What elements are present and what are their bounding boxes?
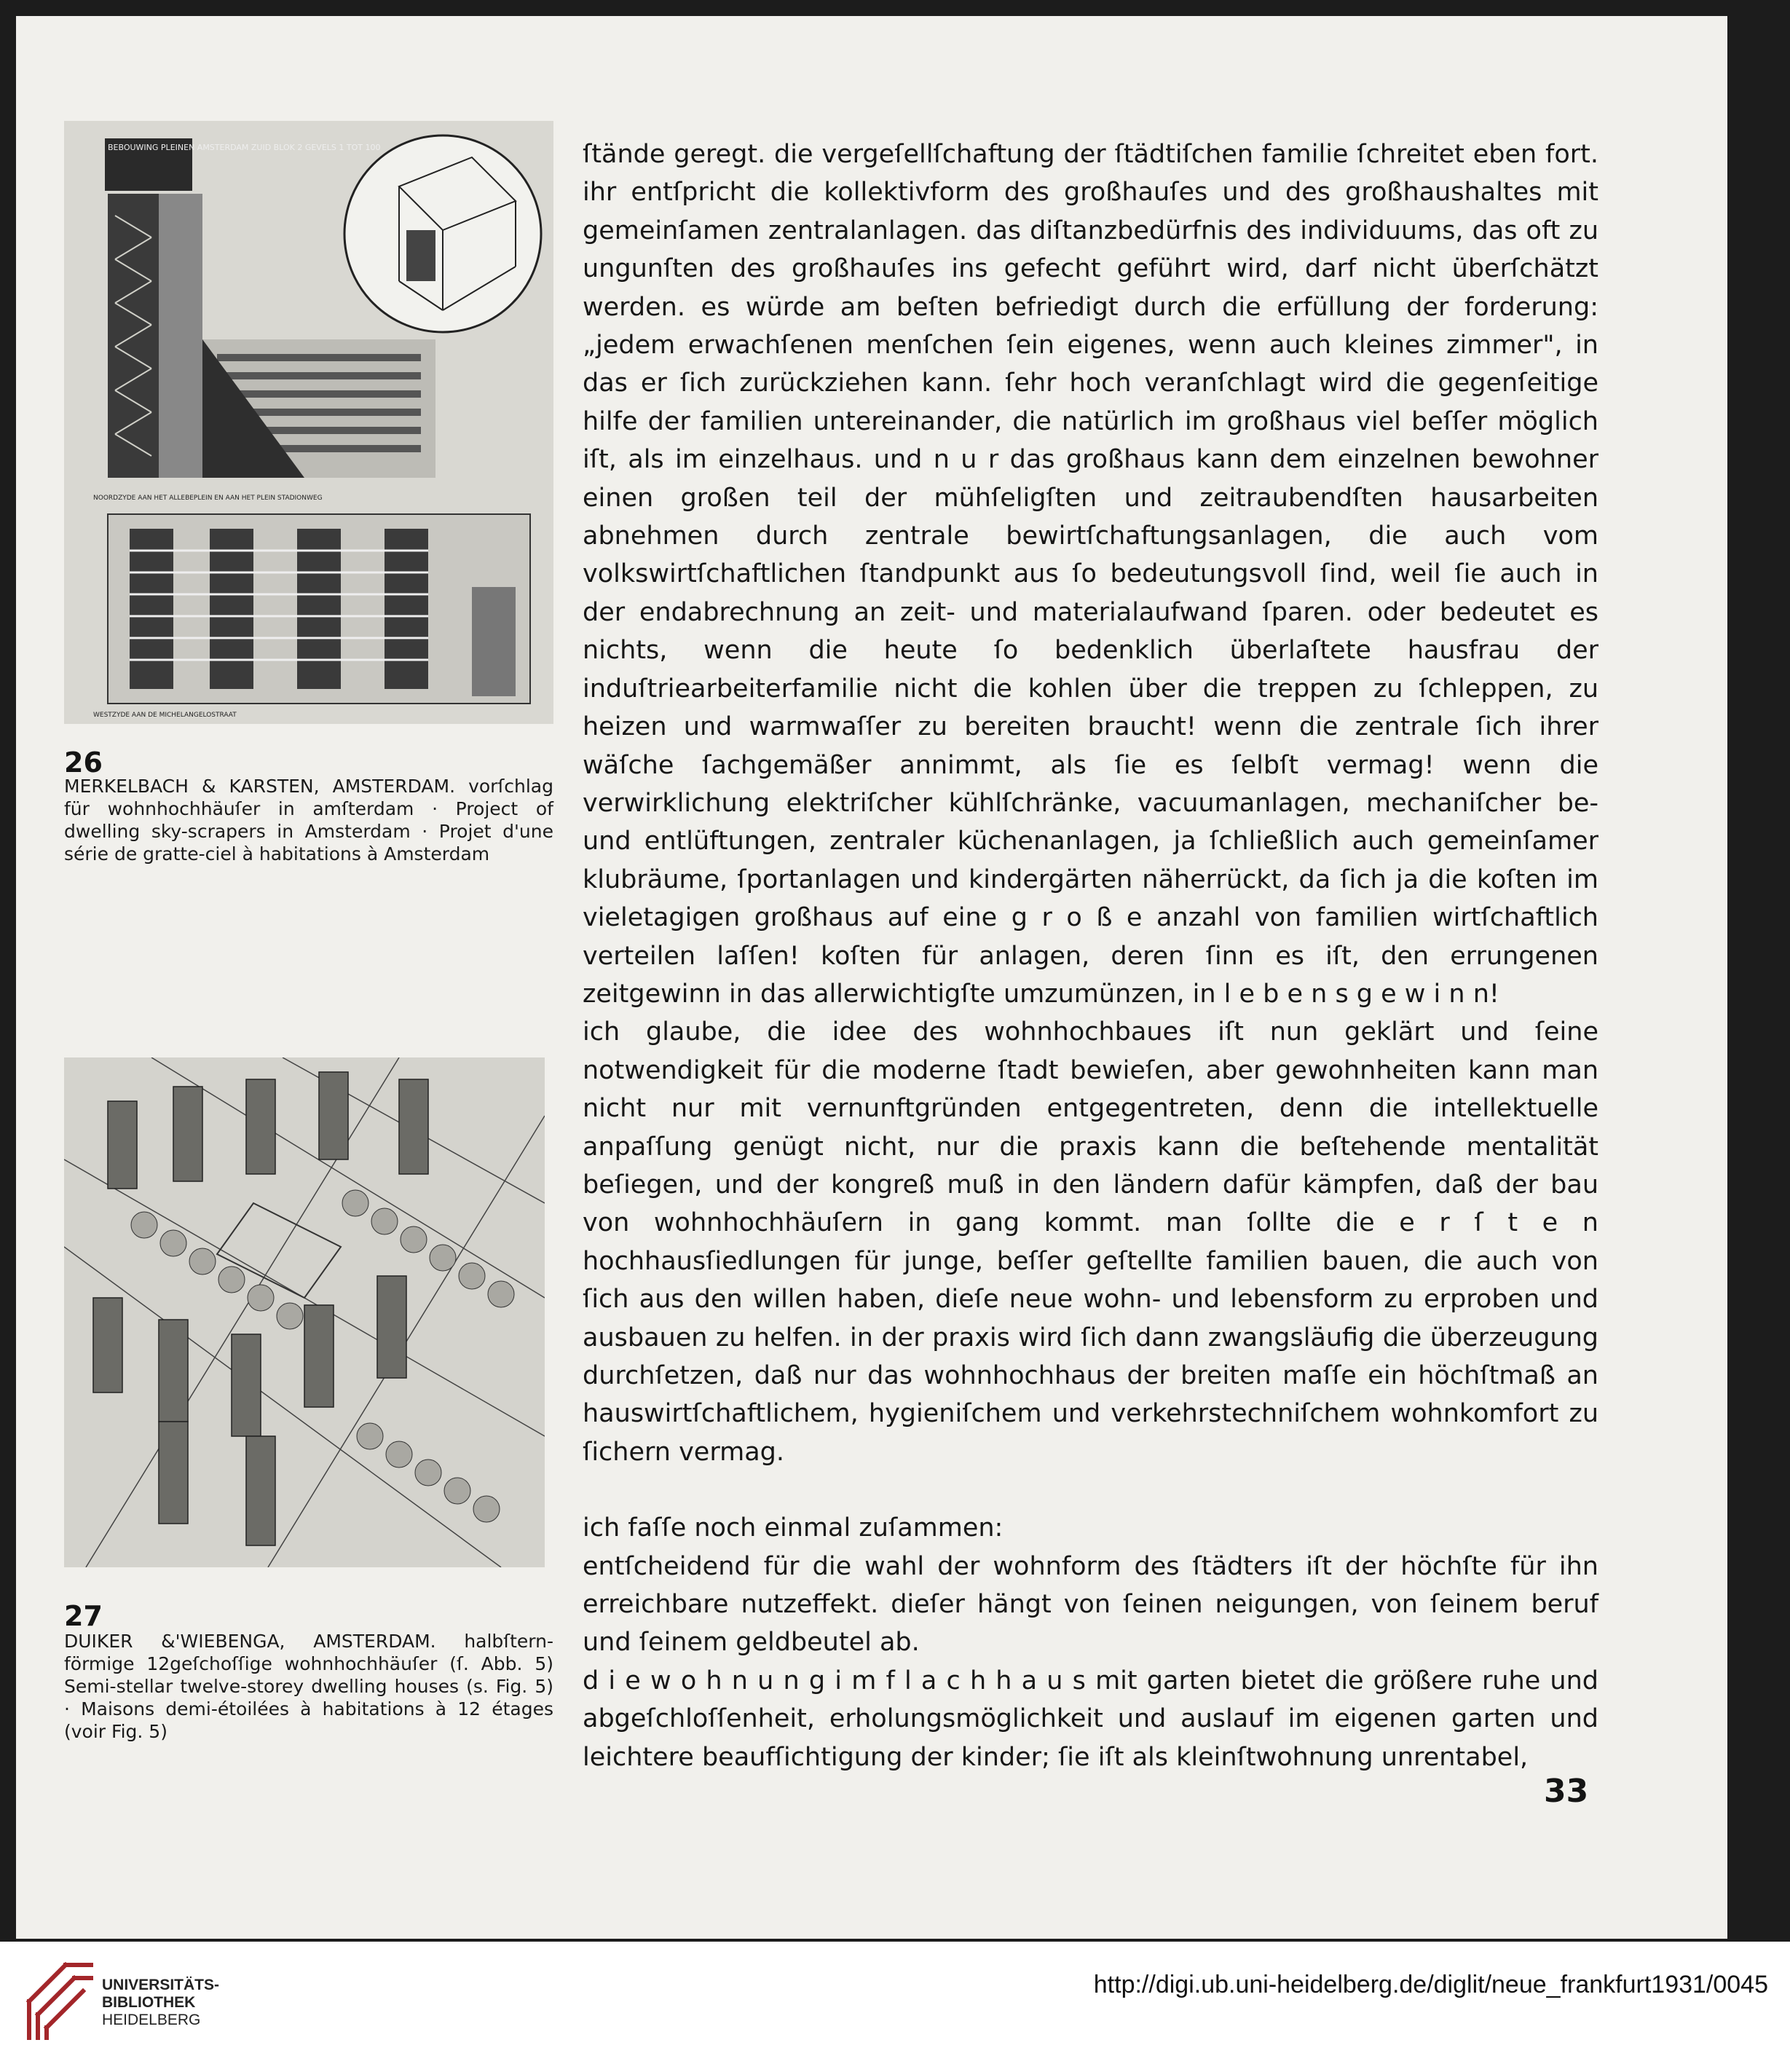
body-paragraph-1: ſtände geregt. die vergeſellſchaftung der ſtädtiſchen familie ſchreitet eben fort. ihr entſpricht die kollektivform des großhauſes und des großhaushaltes mit gemeinſamen zentralanlagen. das diſtanzbedürfnis des individuums, das oft zu ungunſten des großhauſes ins gefecht geführt wird, darf nicht überſchätzt werden. es würde am beſten befriedigt durch die erfüllung der forderung: „jedem erwachſenen menſchen ſein eigenes, wenn auch kleines zimmer", in das er ſich zurückziehen kann. ſehr hoch veranſchlagt wird die gegenſeitige hilfe der familien untereinander, die natürlich im großhaus viel beſſer möglich iſt, als im einzelhaus. und n u r das großhaus kann dem einzelnen bewohner einen großen teil der mühſeligſten und zeitraubendſten hausarbeiten abnehmen durch zentrale bewirtſchaftungsanlagen, die auch vom volkswirtſchaftlichen ſtandpunkt aus ſo bedeutungsvoll ſind, weil ſie auch in der endabrechnung an zeit- und materialaufwand ſparen. oder bedeutet es nichts, wenn die heute ſo bedenklich überlaſtete hausfrau der induſtriearbeiterfamilie nicht die kohlen über die treppen zu ſchleppen, zu heizen und warmwaſſer zu bereiten braucht! wenn die zentrale ſich ihrer wäſche ſachgemäßer annimmt, als ſie es ſelbſt vermag! wenn die verwirklichung elektriſcher kühlſchränke, vacuumanlagen, mechaniſcher be- und entlüftungen, zentraler küchenanlagen, ja ſchließlich auch gemeinſamer klubräume, ſportanlagen und kindergärten näherrückt, da ſich ja die koſten im vieletagigen großhaus auf eine g r o ß e anzahl von familien wirtſchaftlich verteilen laſſen! koſten für anlagen, deren ſinn es iſt, den errungenen zeitgewinn in das allerwichtigſte umzumünzen, in l e b e n s g e w i n n! bbox=[583, 140, 1598, 1009]
figure-26-number: 26 bbox=[64, 747, 103, 779]
figure-27-aerial-drawing bbox=[64, 1057, 545, 1567]
figure-27-number: 27 bbox=[64, 1600, 103, 1632]
library-name-line3: HEIDELBERG bbox=[102, 2012, 201, 2028]
library-name-line2: BIBLIOTHEK bbox=[102, 1994, 196, 2011]
paragraph-gap bbox=[583, 1471, 1598, 1509]
body-paragraph-4: entſcheidend für die wahl der wohnform des ſtädters iſt der höchſte für ihn erreichbare nutzeffekt. dieſer hängt von ſeinen neigungen, von ſeinem beruf und ſeinem geldbeutel ab. bbox=[583, 1551, 1598, 1658]
figure-26-caption: MERKELBACH & KARSTEN, AMSTERDAM. vorſchlag für wohnhochhäuſer in amſterdam · Project of dwelling sky-scrapers in Amsterdam · Projet d'une série de gratte-ciel à habitations à Amsterdam bbox=[64, 776, 553, 864]
body-text-column bbox=[583, 135, 1598, 1776]
drawing-label-middle: NOORDZYDE AAN HET ALLEBEPLEIN EN AAN HET PLEIN STADIONWEG bbox=[93, 495, 323, 502]
drawing-label-bottom: WESTZYDE AAN DE MICHELANGELOSTRAAT bbox=[93, 712, 237, 719]
body-paragraph-3: ich faſſe noch einmal zuſammen: bbox=[583, 1513, 1004, 1543]
university-library-logo-icon[interactable] bbox=[22, 1958, 98, 2044]
viewer-footer bbox=[0, 1942, 1790, 2072]
body-paragraph-2: ich glaube, die idee des wohnhochbaues iſt nun geklärt und ſeine notwendigkeit für die moderne ſtadt bewieſen, aber gewohnheiten kann man nicht nur mit vernunftgründen entgegentreten, denn die intellektuelle anpaſſung genügt nicht, nur die praxis kann die beſtehende mentalität beſiegen, und der kongreß muß in den ländern dafür kämpfen, daß der bau von wohnhochhäuſern in gang kommt. man ſollte die e r ſ t e n hochhausſiedlungen für junge, beſſer geſtellte familien bauen, die auch von ſich aus den willen haben, dieſe neue wohn- und lebensform zu erproben und ausbauen zu helfen. in der praxis wird ſich dann zwangsläufig die überzeugung durchſetzen, daß nur das wohnhochhaus der breiten maſſe ein höchſtmaß an hauswirtſchaftlichem, hygieniſchem und verkehrstechniſchem wohnkomfort zu ſichern vermag. bbox=[583, 1017, 1598, 1467]
figure-27-caption: DUIKER &'WIEBENGA, AMSTERDAM. halbſtern-förmige 12geſchoſſige wohnhochhäuſer (ſ. Abb. 5) Semi-stellar twelve-storey dwelling houses (s. Fig. 5) · Maisons demi-étoilées à habitations à 12 étages (voir Fig. 5) bbox=[64, 1631, 553, 1742]
library-name[interactable] bbox=[102, 1977, 219, 2029]
document-url-link[interactable]: http://digi.ub.uni-heidelberg.de/diglit/neue_frankfurt1931/0045 bbox=[1093, 1971, 1768, 1998]
body-paragraph-5: d i e w o h n u n g i m f l a c h h a u s mit garten bietet die größere ruhe und abgeſchloſſenheit, erholungsmöglichkeit und auslauf im eigenen garten und leichtere beaufſichtigung der kinder; ſie iſt als kleinſtwohnung unrentabel, bbox=[583, 1666, 1598, 1772]
library-name-line1: UNIVERSITÄTS- bbox=[102, 1977, 220, 1993]
page-number: 33 bbox=[1544, 1773, 1589, 1810]
drawing-label-top: BEBOUWING PLEINEN AMSTERDAM ZUID BLOK 2 GEVELS 1 TOT 100 bbox=[108, 143, 381, 152]
figure-26-elevation-drawing bbox=[64, 121, 553, 724]
